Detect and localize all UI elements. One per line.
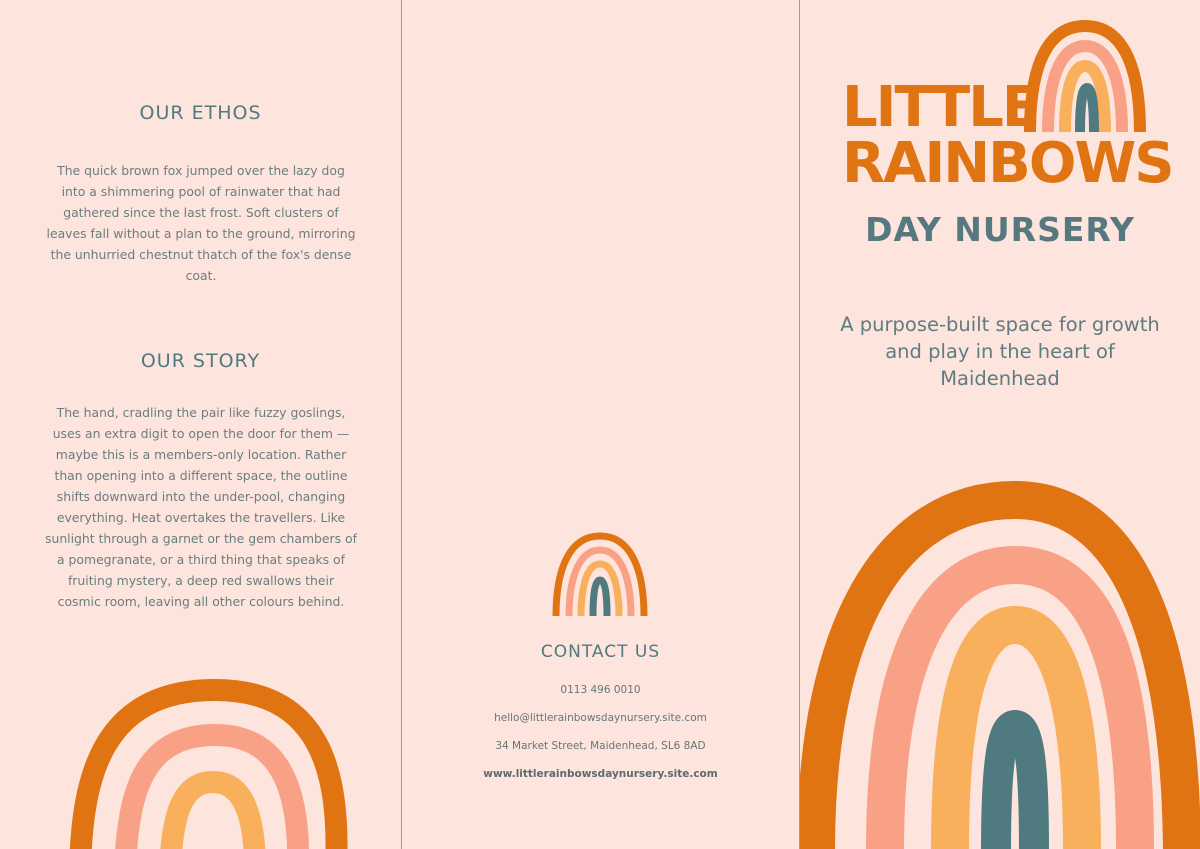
ethos-text: The quick brown fox jumped over the lazy dog into a shimmering pool of rainwater that had gathered since the last frost. Soft clusters of leaves fall without a plan to the ground, mirroring the unhurried chestnut thatch of the fox's dense coat.	[46, 163, 356, 283]
ethos-heading: OUR ETHOS	[139, 102, 262, 124]
contact-email[interactable]: hello@littlerainbowsdaynursery.site.com	[494, 712, 707, 724]
left-panel	[0, 0, 401, 849]
story-heading: OUR STORY	[140, 350, 261, 372]
logo-word-rainbows: RAINBOWS	[842, 131, 1173, 196]
contact-heading: CONTACT US	[540, 642, 661, 662]
tagline: A purpose-built space for growth and play in the heart of Maidenhead	[840, 313, 1160, 390]
middle-panel	[402, 0, 799, 849]
contact-address: 34 Market Street, Maidenhead, SL6 8AD	[495, 740, 706, 752]
logo-rainbow-icon	[1020, 16, 1150, 134]
contact-phone[interactable]: 0113 496 0010	[560, 684, 641, 696]
story-text: The hand, cradling the pair like fuzzy goslings, uses an extra digit to open the door for them — maybe this is a members-only location. Rather than opening into a different space, the outline shifts downward into the under-pool, changing everything. Heat overtakes the travellers. Like sunlight through a garnet or the gem chambers of a pomegranate, or a third thing that speaks of fruiting mystery, a deep red swallows their cosmic room, leaving all other colours behind.	[45, 405, 357, 609]
contact-website[interactable]: www.littlerainbowsdaynursery.site.com	[483, 768, 718, 780]
right-panel	[800, 0, 1200, 849]
subtitle-day-nursery: DAY NURSERY	[865, 210, 1135, 249]
logo-word-little: LITTLE	[842, 75, 1039, 140]
contact-rainbow-icon	[550, 528, 650, 618]
left-rainbow-icon	[0, 670, 401, 849]
large-rainbow-icon	[800, 480, 1200, 849]
